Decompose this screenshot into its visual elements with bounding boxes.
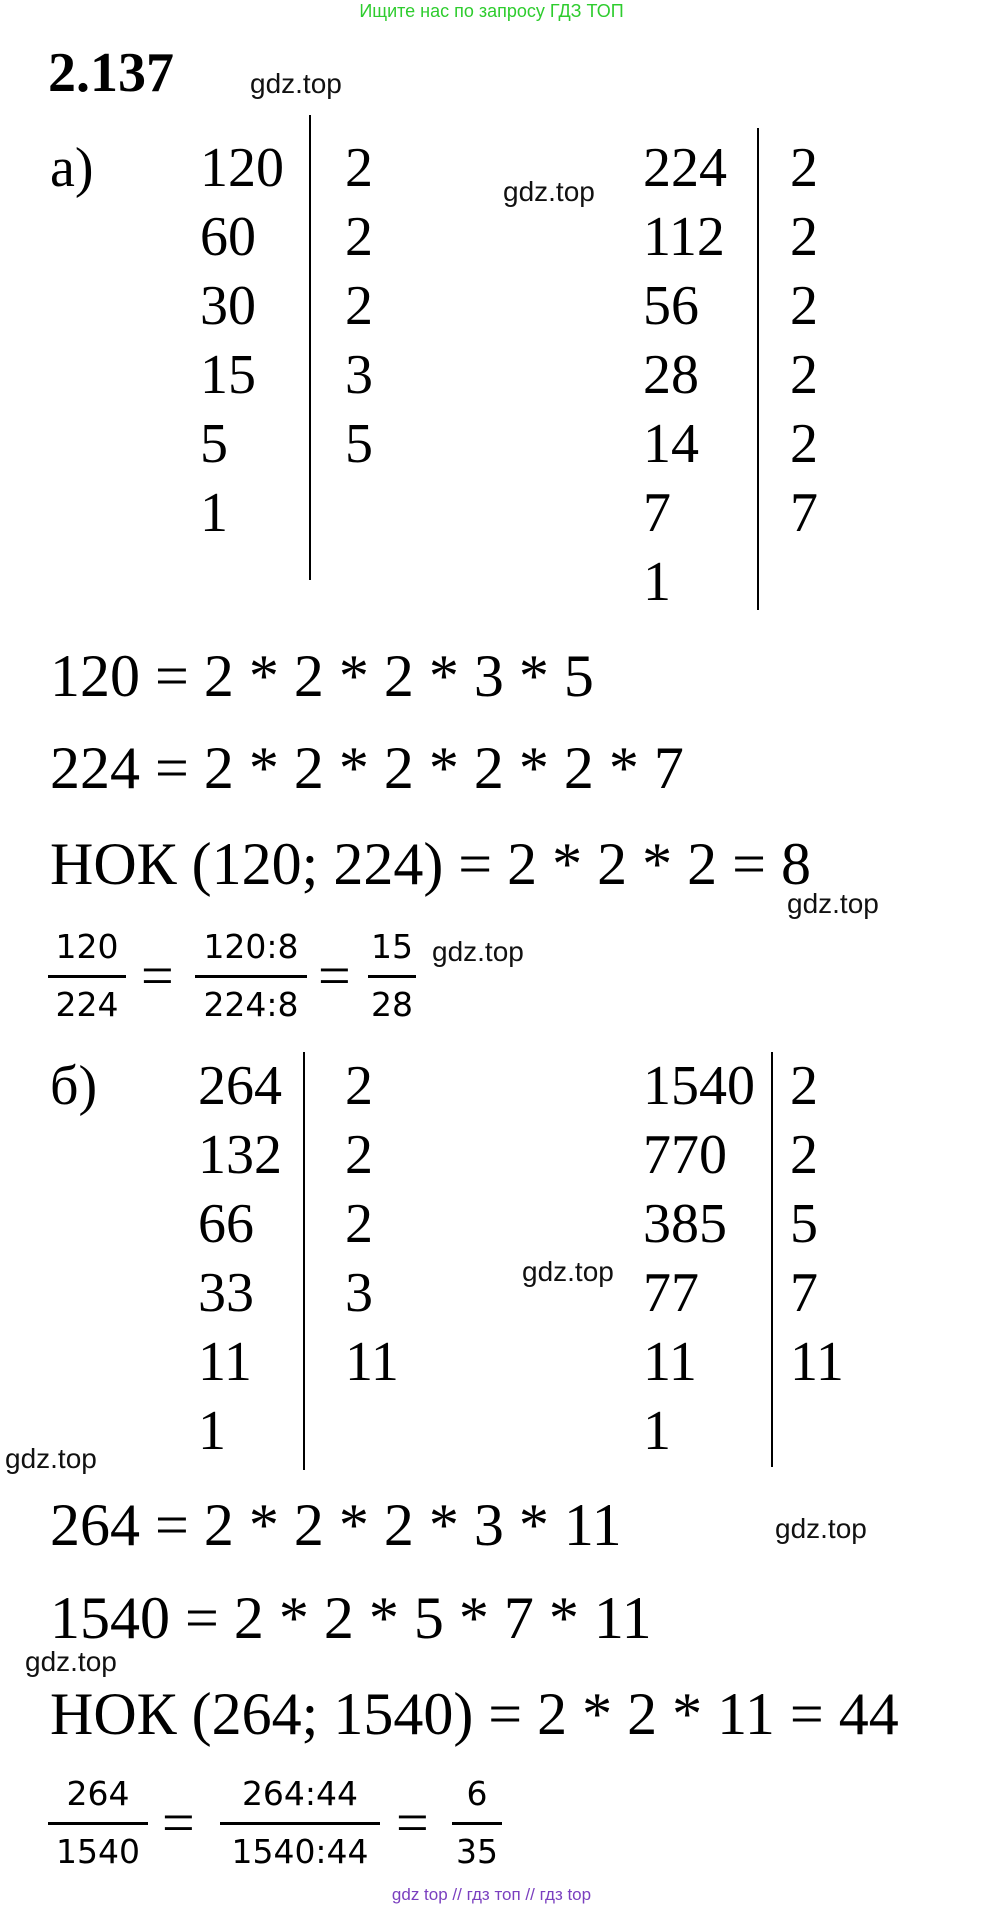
dividend: 132 xyxy=(198,1124,282,1186)
fraction-original xyxy=(48,927,126,1024)
dividend: 224 xyxy=(643,137,727,199)
divisor: 5 xyxy=(790,1193,818,1255)
watermark: gdz.top xyxy=(522,1256,614,1287)
dividend: 1 xyxy=(200,482,228,544)
fraction-reduced xyxy=(195,927,307,1024)
watermark: gdz.top xyxy=(25,1646,117,1677)
divisor: 11 xyxy=(345,1331,399,1393)
fraction-result xyxy=(368,927,416,1024)
search-banner[interactable]: Ищите нас по запросу ГДЗ ТОП xyxy=(359,1,624,21)
watermark: gdz.top xyxy=(775,1513,867,1544)
watermark: gdz.top xyxy=(503,176,595,207)
watermark: gdz.top xyxy=(432,936,524,967)
divisor: 2 xyxy=(345,206,373,268)
denominator: 224 xyxy=(55,985,119,1024)
dividend: 66 xyxy=(198,1193,254,1255)
dividend: 1 xyxy=(643,1400,671,1462)
watermark: gdz.top xyxy=(787,888,879,919)
division-line xyxy=(303,1052,305,1470)
denominator: 28 xyxy=(371,985,413,1024)
dividend: 264 xyxy=(198,1055,282,1117)
part-a-label: а) xyxy=(50,137,94,199)
divisor: 2 xyxy=(790,413,818,475)
divisor: 2 xyxy=(790,206,818,268)
divisor: 2 xyxy=(345,1055,373,1117)
part-b-label: б) xyxy=(50,1055,98,1117)
divisor: 5 xyxy=(345,413,373,475)
divisor: 3 xyxy=(345,1262,373,1324)
factorization-1540: 1540 = 2 * 2 * 5 * 7 * 11 xyxy=(50,1585,652,1651)
dividend: 1540 xyxy=(643,1055,755,1117)
dividend: 5 xyxy=(200,413,228,475)
equals-sign: = xyxy=(162,1790,195,1855)
factorization-264: 264 = 2 * 2 * 2 * 3 * 11 xyxy=(50,1492,622,1558)
factorization-120: 120 = 2 * 2 * 2 * 3 * 5 xyxy=(50,643,594,709)
denominator: 224:8 xyxy=(203,985,299,1024)
dividend: 33 xyxy=(198,1262,254,1324)
factorization-224: 224 = 2 * 2 * 2 * 2 * 2 * 7 xyxy=(50,735,684,801)
dividend: 14 xyxy=(643,413,699,475)
divisor: 2 xyxy=(345,1193,373,1255)
dividend: 112 xyxy=(643,206,725,268)
division-line xyxy=(771,1052,773,1467)
equals-sign: = xyxy=(396,1790,429,1855)
dividend: 28 xyxy=(643,344,699,406)
denominator: 1540 xyxy=(56,1832,140,1871)
numerator: 264:44 xyxy=(241,1774,359,1813)
divisor: 2 xyxy=(345,275,373,337)
dividend: 1 xyxy=(198,1400,226,1462)
dividend: 7 xyxy=(643,482,671,544)
divisor: 2 xyxy=(345,1124,373,1186)
exercise-number: 2.137 xyxy=(48,42,174,104)
divisor: 2 xyxy=(790,275,818,337)
numerator: 6 xyxy=(466,1774,488,1813)
divisor: 2 xyxy=(790,1124,818,1186)
divisor: 3 xyxy=(345,344,373,406)
fraction-bar xyxy=(368,975,416,978)
footer-links[interactable]: gdz top // гдз топ // гдз top xyxy=(391,1885,592,1904)
division-line xyxy=(309,115,311,580)
equals-sign: = xyxy=(141,943,174,1008)
numerator: 120:8 xyxy=(203,927,299,966)
nok-b: НОК (264; 1540) = 2 * 2 * 11 = 44 xyxy=(50,1681,899,1747)
fraction-original xyxy=(48,1774,148,1871)
dividend: 11 xyxy=(198,1331,252,1393)
fraction-reduced xyxy=(220,1774,380,1871)
watermark: gdz.top xyxy=(250,68,342,99)
fraction-result xyxy=(452,1774,502,1871)
divisor: 7 xyxy=(790,482,818,544)
watermark: gdz.top xyxy=(5,1443,97,1474)
dividend: 385 xyxy=(643,1193,727,1255)
dividend: 56 xyxy=(643,275,699,337)
fraction-bar xyxy=(452,1822,502,1825)
dividend: 77 xyxy=(643,1262,699,1324)
fraction-bar xyxy=(48,1822,148,1825)
dividend: 15 xyxy=(200,344,256,406)
division-line xyxy=(757,128,759,610)
dividend: 1 xyxy=(643,551,671,613)
fraction-bar xyxy=(195,975,307,978)
dividend: 11 xyxy=(643,1331,697,1393)
numerator: 15 xyxy=(371,927,413,966)
dividend: 120 xyxy=(200,137,284,199)
divisor: 11 xyxy=(790,1331,844,1393)
divisor: 2 xyxy=(790,344,818,406)
dividend: 770 xyxy=(643,1124,727,1186)
numerator: 264 xyxy=(66,1774,130,1813)
divisor: 2 xyxy=(345,137,373,199)
numerator: 120 xyxy=(55,927,119,966)
fraction-bar xyxy=(48,975,126,978)
dividend: 60 xyxy=(200,206,256,268)
fraction-bar xyxy=(220,1822,380,1825)
dividend: 30 xyxy=(200,275,256,337)
nok-a: НОК (120; 224) = 2 * 2 * 2 = 8 xyxy=(50,831,811,897)
divisor: 2 xyxy=(790,137,818,199)
denominator: 35 xyxy=(456,1832,498,1871)
equals-sign: = xyxy=(318,943,351,1008)
denominator: 1540:44 xyxy=(231,1832,369,1871)
divisor: 2 xyxy=(790,1055,818,1117)
divisor: 7 xyxy=(790,1262,818,1324)
